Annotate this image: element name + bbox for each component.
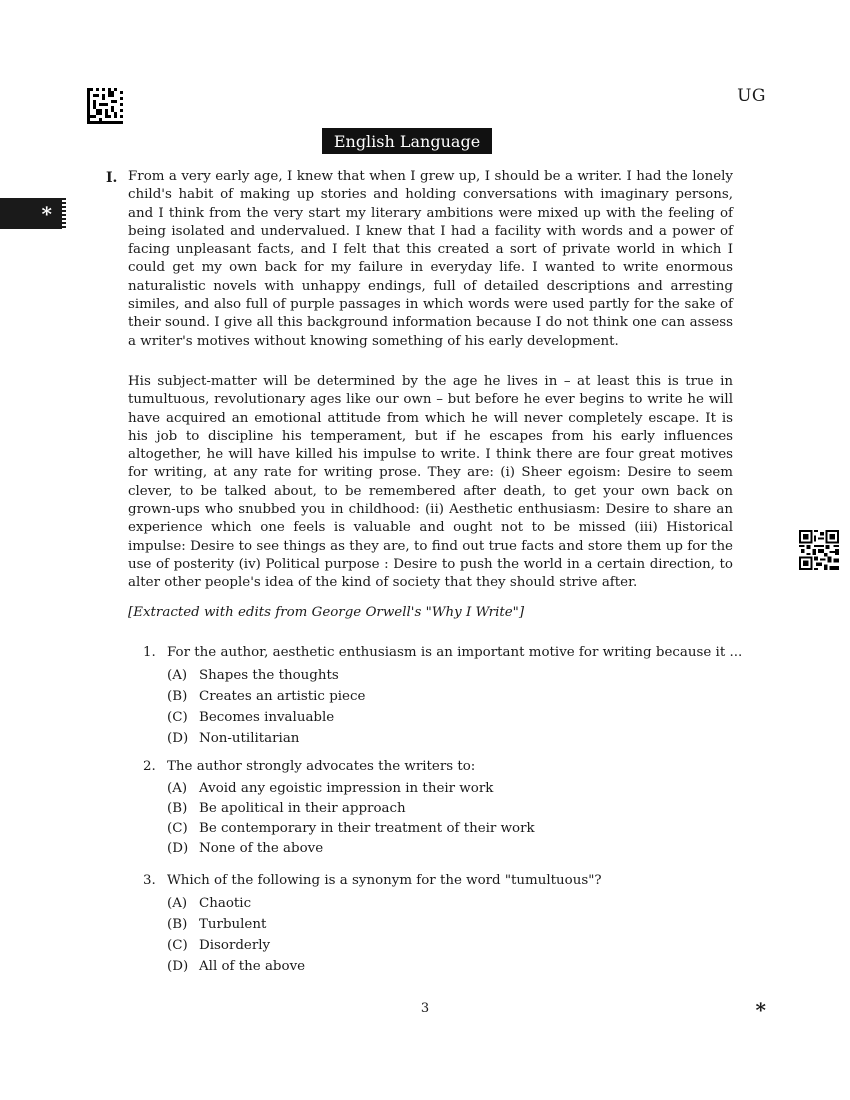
question-stem: For the author, aesthetic enthusiasm is an important motive for writing because it ... bbox=[167, 645, 743, 660]
datamatrix-code-icon bbox=[87, 88, 123, 124]
passage-paragraph-2: His subject-matter will be determined by the age he lives in – at least this is true in tumultuous, revolutionary ages like our own – but before he ever begins to write he will have acquired an emotional attitude from which he will never completely escape. It is his job to discipline his temperament, but if he escapes from his early influences altogether, he will have killed his impulse to write. I think there are four great motives for writing, at any rate for writing prose. They are: (i) Sheer egoism: Desire to seem clever, to be talked about, to be remembered after death, to get your own back on grown-ups who snubbed you in childhood: (ii) Aesthetic enthusiasm: Desire to share an experience which one feels is valuable and ought not to be missed (iii) Historical impulse: Desire to see things as they are, to find out true facts and store them up for the use of posterity (iv) Political purpose : Desire to push the world in a certain direction, to alter other people's idea of the kind of society that they should strive after. bbox=[128, 374, 733, 591]
option-label: (B) bbox=[167, 689, 188, 704]
option-label: (D) bbox=[167, 731, 189, 746]
option-label: (A) bbox=[167, 668, 188, 683]
option-text: Disorderly bbox=[199, 938, 271, 953]
option-label: (B) bbox=[167, 801, 188, 816]
option-label: (C) bbox=[167, 938, 188, 953]
question-stem: Which of the following is a synonym for the word "tumultuous"? bbox=[167, 873, 602, 888]
option-label: (A) bbox=[167, 896, 188, 911]
passage-number: I. bbox=[106, 170, 118, 186]
exam-level-code: UG bbox=[737, 86, 766, 106]
option-c[interactable] bbox=[167, 935, 743, 956]
option-text: Turbulent bbox=[199, 917, 267, 932]
option-text: Be contemporary in their treatment of their work bbox=[199, 821, 535, 836]
option-text: Avoid any egoistic impression in their work bbox=[199, 781, 494, 796]
option-b[interactable] bbox=[167, 914, 743, 935]
option-text: Shapes the thoughts bbox=[199, 668, 339, 683]
option-a[interactable] bbox=[167, 893, 743, 914]
option-text: Becomes invaluable bbox=[199, 710, 335, 725]
question-number: 1. bbox=[143, 645, 156, 660]
option-label: (C) bbox=[167, 710, 188, 725]
option-text: Non-utilitarian bbox=[199, 731, 300, 746]
option-a[interactable] bbox=[167, 665, 743, 686]
option-text: All of the above bbox=[199, 959, 306, 974]
section-title: English Language bbox=[322, 128, 492, 154]
option-c[interactable] bbox=[167, 819, 743, 839]
option-text: None of the above bbox=[199, 841, 324, 856]
option-label: (A) bbox=[167, 781, 188, 796]
option-label: (D) bbox=[167, 959, 189, 974]
option-text: Be apolitical in their approach bbox=[199, 801, 406, 816]
question-1 bbox=[143, 643, 743, 749]
option-text: Chaotic bbox=[199, 896, 252, 911]
page-number: 3 bbox=[420, 1001, 430, 1016]
option-b[interactable] bbox=[167, 799, 743, 819]
question-number: 2. bbox=[143, 759, 156, 774]
option-a[interactable] bbox=[167, 779, 743, 799]
option-text: Creates an artistic piece bbox=[199, 689, 366, 704]
question-3 bbox=[143, 871, 743, 977]
option-b[interactable] bbox=[167, 686, 743, 707]
question-number: 3. bbox=[143, 873, 156, 888]
option-c[interactable] bbox=[167, 707, 743, 728]
question-stem: The author strongly advocates the writers to: bbox=[167, 759, 476, 774]
option-d[interactable] bbox=[167, 839, 743, 859]
qr-code-icon bbox=[799, 530, 839, 570]
option-label: (D) bbox=[167, 841, 189, 856]
option-label: (C) bbox=[167, 821, 188, 836]
question-2 bbox=[143, 757, 743, 859]
option-d[interactable] bbox=[167, 956, 743, 977]
passage-source: [Extracted with edits from George Orwell's "Why I Write"] bbox=[128, 605, 525, 620]
side-tab-star: * bbox=[41, 201, 52, 226]
option-label: (B) bbox=[167, 917, 188, 932]
side-marker-tab bbox=[0, 198, 62, 229]
footer-star-icon: * bbox=[755, 998, 766, 1022]
option-d[interactable] bbox=[167, 728, 743, 749]
passage-paragraph-1: From a very early age, I knew that when I grew up, I should be a writer. I had the lonely child's habit of making up stories and holding conversations with imaginary persons, and I think from the very start my literary ambitions were mixed up with the feeling of being isolated and undervalued. I knew that I had a facility with words and a power of facing unpleasant facts, and I felt that this created a sort of private world in which I could get my own back for my failure in everyday life. I wanted to write enormous naturalistic novels with unhappy endings, full of detailed descriptions and arresting similes, and also full of purple passages in which words were used partly for the sake of their sound. I give all this background information because I do not think one can assess a writer's motives without knowing something of his early development. bbox=[128, 169, 733, 349]
